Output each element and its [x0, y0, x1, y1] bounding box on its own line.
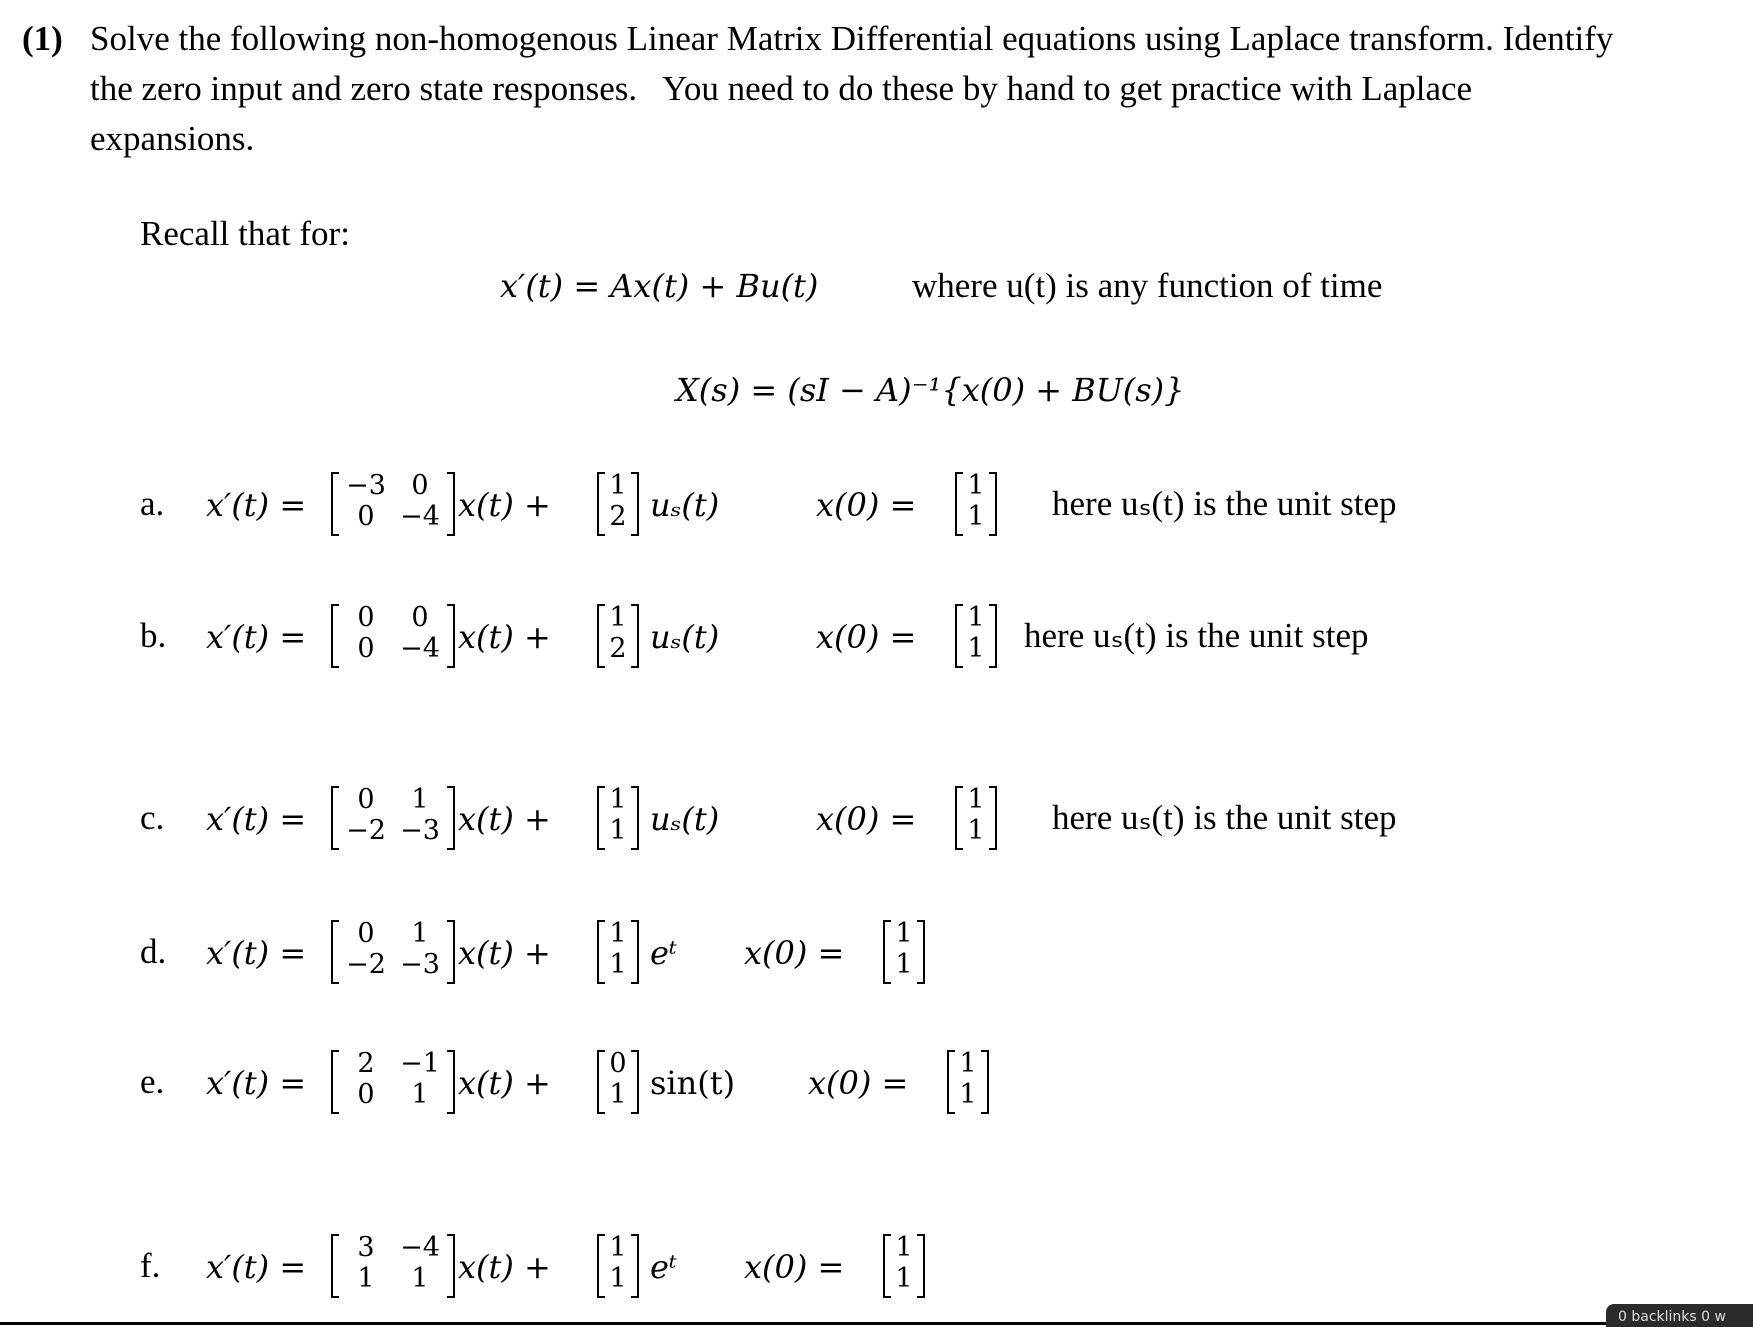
- left-bracket: [330, 472, 339, 536]
- initial-condition-vector: [882, 920, 926, 984]
- right-bracket: [917, 1234, 926, 1298]
- right-bracket: [989, 472, 998, 536]
- initial-condition-vector: [946, 1050, 990, 1114]
- matrix-entry: 0: [357, 784, 375, 815]
- matrix-entry: 2: [609, 501, 627, 532]
- right-bracket: [447, 1234, 456, 1298]
- right-bracket: [989, 786, 998, 850]
- matrix-entry: 0: [357, 501, 375, 532]
- right-bracket: [917, 920, 926, 984]
- matrix-entry: 1: [609, 784, 627, 815]
- equation-part-c: [0, 784, 1753, 864]
- initial-condition-lhs: x(0) =: [808, 1064, 909, 1102]
- system-matrix-a: [330, 786, 456, 850]
- matrix-entry: 1: [967, 815, 985, 846]
- left-bracket: [882, 920, 891, 984]
- input-matrix-b: [596, 1050, 640, 1114]
- left-bracket: [946, 1050, 955, 1114]
- left-bracket: [330, 1050, 339, 1114]
- right-bracket: [981, 1050, 990, 1114]
- left-bracket: [954, 786, 963, 850]
- part-label: e.: [140, 1062, 165, 1101]
- system-matrix-a: [330, 472, 456, 536]
- right-bracket: [447, 786, 456, 850]
- input-function: uₛ(t): [650, 800, 720, 838]
- part-label: a.: [140, 484, 165, 523]
- left-bracket: [596, 472, 605, 536]
- left-bracket: [596, 1050, 605, 1114]
- backlinks-badge[interactable]: 0 backlinks 0 w: [1606, 1304, 1753, 1327]
- matrix-entry: 0: [357, 602, 375, 633]
- state-equation-math: x′(t) = Ax(t) + Bu(t): [500, 267, 819, 305]
- left-bracket: [954, 472, 963, 536]
- matrix-entry: −4: [400, 1232, 440, 1263]
- state-term: x(t) +: [458, 934, 551, 972]
- equation-part-d: [0, 918, 1753, 998]
- part-label: f.: [140, 1246, 161, 1285]
- equation-lhs: x′(t) =: [206, 486, 307, 524]
- problem-text-line-2: the zero input and zero state responses. You need to do these by hand to get practice with Laplace: [90, 69, 1473, 108]
- matrix-entry: −1: [400, 1048, 440, 1079]
- right-bracket: [631, 472, 640, 536]
- part-label: c.: [140, 798, 165, 837]
- left-bracket: [330, 1234, 339, 1298]
- matrix-entry: 0: [411, 602, 429, 633]
- matrix-entry: 1: [895, 918, 913, 949]
- problem-statement: [90, 14, 1753, 164]
- matrix-entry: −3: [346, 470, 386, 501]
- matrix-entry: 3: [357, 1232, 375, 1263]
- initial-condition-lhs: x(0) =: [744, 1248, 845, 1286]
- equation-lhs: x′(t) =: [206, 800, 307, 838]
- equation-part-a: [0, 470, 1753, 550]
- matrix-entry: −4: [400, 633, 440, 664]
- input-function: uₛ(t): [650, 618, 720, 656]
- equation-part-f: [0, 1232, 1753, 1312]
- right-bracket: [447, 1050, 456, 1114]
- part-label: b.: [140, 616, 167, 655]
- input-matrix-b: [596, 604, 640, 668]
- matrix-entry: 0: [411, 470, 429, 501]
- matrix-entry: 1: [967, 784, 985, 815]
- right-bracket: [631, 1234, 640, 1298]
- matrix-entry: 1: [895, 1263, 913, 1294]
- left-bracket: [882, 1234, 891, 1298]
- left-bracket: [330, 604, 339, 668]
- input-function: eᵗ: [650, 934, 677, 972]
- laplace-formula-math: X(s) = (sI − A)⁻¹{x(0) + BU(s)}: [676, 371, 1185, 409]
- equation-part-e: [0, 1048, 1753, 1128]
- unit-step-note: here uₛ(t) is the unit step: [1052, 798, 1397, 837]
- left-bracket: [596, 920, 605, 984]
- matrix-entry: 1: [411, 1263, 429, 1294]
- system-matrix-a: [330, 1234, 456, 1298]
- matrix-entry: 1: [609, 918, 627, 949]
- input-matrix-b: [596, 786, 640, 850]
- right-bracket: [989, 604, 998, 668]
- initial-condition-vector: [882, 1234, 926, 1298]
- matrix-entry: 0: [357, 918, 375, 949]
- input-matrix-b: [596, 920, 640, 984]
- right-bracket: [631, 604, 640, 668]
- unit-step-note: here uₛ(t) is the unit step: [1024, 616, 1369, 655]
- matrix-entry: 1: [411, 918, 429, 949]
- part-label: d.: [140, 932, 167, 971]
- left-bracket: [330, 786, 339, 850]
- left-bracket: [596, 786, 605, 850]
- input-function: eᵗ: [650, 1248, 677, 1286]
- equation-lhs: x′(t) =: [206, 618, 307, 656]
- matrix-entry: 1: [609, 1232, 627, 1263]
- unit-step-note: here uₛ(t) is the unit step: [1052, 484, 1397, 523]
- equation-lhs: x′(t) =: [206, 1064, 307, 1102]
- left-bracket: [596, 604, 605, 668]
- matrix-entry: −2: [346, 949, 386, 980]
- left-bracket: [596, 1234, 605, 1298]
- right-bracket: [631, 1050, 640, 1114]
- matrix-entry: −3: [400, 815, 440, 846]
- initial-condition-lhs: x(0) =: [816, 618, 917, 656]
- matrix-entry: 1: [609, 470, 627, 501]
- matrix-entry: 1: [967, 602, 985, 633]
- matrix-entry: −4: [400, 501, 440, 532]
- right-bracket: [447, 472, 456, 536]
- right-bracket: [447, 604, 456, 668]
- problem-number: (1): [22, 19, 63, 58]
- matrix-entry: 1: [411, 1079, 429, 1110]
- left-bracket: [954, 604, 963, 668]
- matrix-entry: 1: [895, 949, 913, 980]
- initial-condition-lhs: x(0) =: [744, 934, 845, 972]
- input-matrix-b: [596, 472, 640, 536]
- left-bracket: [330, 920, 339, 984]
- state-term: x(t) +: [458, 486, 551, 524]
- initial-condition-vector: [954, 604, 998, 668]
- initial-condition-vector: [954, 472, 998, 536]
- system-matrix-a: [330, 920, 456, 984]
- matrix-entry: 1: [609, 1263, 627, 1294]
- matrix-entry: 1: [609, 949, 627, 980]
- equation-lhs: x′(t) =: [206, 1248, 307, 1286]
- system-matrix-a: [330, 1050, 456, 1114]
- state-equation: [500, 264, 818, 306]
- state-term: x(t) +: [458, 618, 551, 656]
- initial-condition-lhs: x(0) =: [816, 486, 917, 524]
- state-term: x(t) +: [458, 800, 551, 838]
- matrix-entry: −2: [346, 815, 386, 846]
- matrix-entry: 1: [609, 1079, 627, 1110]
- initial-condition-lhs: x(0) =: [816, 800, 917, 838]
- right-bracket: [631, 786, 640, 850]
- matrix-entry: 1: [967, 501, 985, 532]
- matrix-entry: 2: [609, 633, 627, 664]
- matrix-entry: 1: [411, 784, 429, 815]
- state-equation-note: where u(t) is any function of time: [912, 266, 1383, 305]
- matrix-entry: 0: [357, 1079, 375, 1110]
- right-bracket: [447, 920, 456, 984]
- input-matrix-b: [596, 1234, 640, 1298]
- input-function: sin(t): [650, 1064, 736, 1102]
- input-function: uₛ(t): [650, 486, 720, 524]
- equation-part-b: [0, 602, 1753, 682]
- matrix-entry: 1: [609, 602, 627, 633]
- problem-text-line-1: Solve the following non-homogenous Linear Matrix Differential equations using Laplace transform. Identify: [90, 19, 1614, 58]
- matrix-entry: 0: [609, 1048, 627, 1079]
- matrix-entry: 1: [609, 815, 627, 846]
- matrix-entry: 1: [967, 470, 985, 501]
- matrix-entry: 1: [967, 633, 985, 664]
- page-bottom-rule: [0, 1322, 1753, 1325]
- matrix-entry: 1: [895, 1232, 913, 1263]
- matrix-entry: 2: [357, 1048, 375, 1079]
- matrix-entry: 0: [357, 633, 375, 664]
- laplace-solution-formula: [676, 368, 1184, 410]
- matrix-entry: −3: [400, 949, 440, 980]
- problem-text-line-3: expansions.: [90, 119, 255, 158]
- state-term: x(t) +: [458, 1064, 551, 1102]
- system-matrix-a: [330, 604, 456, 668]
- matrix-entry: 1: [357, 1263, 375, 1294]
- recall-label: Recall that for:: [140, 214, 350, 253]
- right-bracket: [631, 920, 640, 984]
- matrix-entry: 1: [959, 1048, 977, 1079]
- initial-condition-vector: [954, 786, 998, 850]
- state-term: x(t) +: [458, 1248, 551, 1286]
- equation-lhs: x′(t) =: [206, 934, 307, 972]
- matrix-entry: 1: [959, 1079, 977, 1110]
